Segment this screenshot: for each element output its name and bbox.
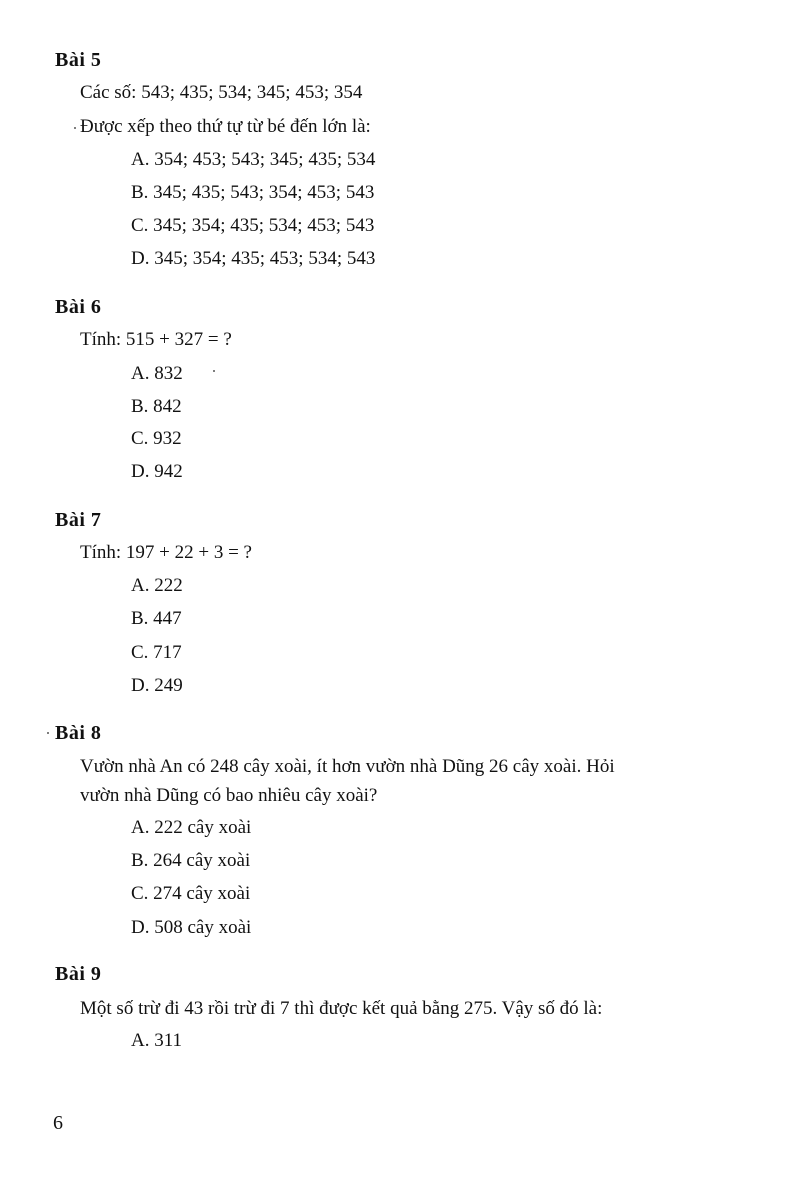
problem-statement: Được xếp theo thứ tự từ bé đến lớn là: <box>80 116 371 137</box>
problem-statement: Tính: 515 + 327 = ? <box>80 329 232 350</box>
answer-option-c: C. 932 <box>131 428 182 449</box>
answer-option-d: D. 508 cây xoài <box>131 917 252 938</box>
answer-option-d: D. 345; 354; 435; 453; 534; 543 <box>131 248 376 269</box>
scan-speck <box>47 732 49 734</box>
problem-statement: vườn nhà Dũng có bao nhiêu cây xoài? <box>80 785 378 806</box>
problem-title: Bài 5 <box>55 49 102 71</box>
answer-option-b: B. 447 <box>131 608 182 629</box>
problem-statement: Một số trừ đi 43 rồi trừ đi 7 thì được kết quả bằng 275. Vậy số đó là: <box>80 998 603 1019</box>
answer-option-a: A. 311 <box>131 1030 183 1051</box>
answer-option-d: D. 942 <box>131 461 183 482</box>
problem-statement: Vườn nhà An có 248 cây xoài, ít hơn vườn nhà Dũng 26 cây xoài. Hỏi <box>80 756 615 777</box>
problem-statement: Các số: 543; 435; 534; 345; 453; 354 <box>80 82 363 103</box>
answer-option-c: C. 345; 354; 435; 534; 453; 543 <box>131 215 375 236</box>
scan-speck <box>213 370 215 372</box>
answer-option-c: C. 717 <box>131 642 182 663</box>
scan-speck <box>74 127 76 129</box>
answer-option-b: B. 264 cây xoài <box>131 850 251 871</box>
answer-option-b: B. 842 <box>131 396 182 417</box>
page-number: 6 <box>53 1112 63 1134</box>
problem-title: Bài 8 <box>55 722 102 744</box>
answer-option-c: C. 274 cây xoài <box>131 883 251 904</box>
answer-option-a: A. 222 cây xoài <box>131 817 252 838</box>
answer-option-a: A. 354; 453; 543; 345; 435; 534 <box>131 149 376 170</box>
answer-option-d: D. 249 <box>131 675 183 696</box>
problem-title: Bài 9 <box>55 963 102 985</box>
problem-title: Bài 6 <box>55 296 102 318</box>
answer-option-b: B. 345; 435; 543; 354; 453; 543 <box>131 182 375 203</box>
problem-statement: Tính: 197 + 22 + 3 = ? <box>80 542 252 563</box>
answer-option-a: A. 832 <box>131 363 183 384</box>
answer-option-a: A. 222 <box>131 575 183 596</box>
problem-title: Bài 7 <box>55 509 102 531</box>
